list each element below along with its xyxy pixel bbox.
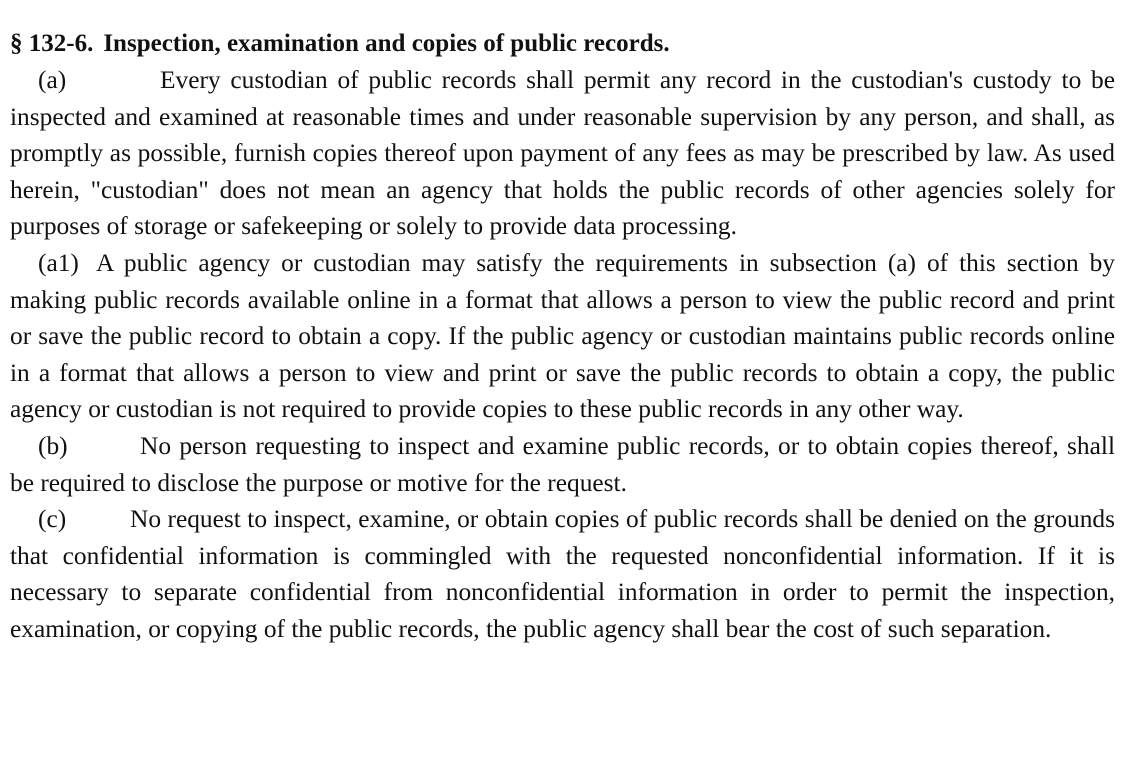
paragraph-b [10,428,1115,501]
section-heading [10,26,1115,62]
section-title: Inspection, examination and copies of public records. [103,30,670,57]
paragraph-a [10,62,1115,245]
paragraph-label: (b) [38,431,68,460]
paragraph-label: (a1) [38,248,79,277]
paragraph-text: No request to inspect, examine, or obtain copies of public records shall be denied on the grounds that confidential information is commingled with the requested nonconfidential information. If it is necessary to separate confidential from nonconfidential information in order to permit the inspection, examination, or copying of the public records, the public agency shall bear the cost of such separation. [10,505,1115,643]
section-number: § 132-6. [10,30,94,57]
paragraph-label: (a) [38,66,67,94]
paragraph-c [10,501,1115,647]
paragraph-label: (c) [38,505,67,534]
paragraph-a1 [10,245,1115,428]
paragraph-text: Every custodian of public records shall permit any record in the custodian's custody to be inspected and examined at reasonable times and under reasonable supervision by any person, and shall, as promptly as possible, furnish copies thereof upon payment of any fees as may be prescribed by law. As used herein, "custodian" does not mean an agency that holds the public records of other agencies solely for purposes of storage or safekeeping or solely to provide data processing. [10,66,1115,241]
paragraph-text: A public agency or custodian may satisfy the requirements in subsection (a) of this section by making public records available online in a format that allows a person to view the public record and print or save the public record to obtain a copy. If the public agency or custodian maintains public records online in a format that allows a person to view and print or save the public records to obtain a copy, the public agency or custodian is not required to provide copies to these public records in any other way. [10,248,1115,424]
paragraph-text: No person requesting to inspect and examine public records, or to obtain copies thereof, shall be required to disclose the purpose or motive for the request. [10,431,1115,497]
